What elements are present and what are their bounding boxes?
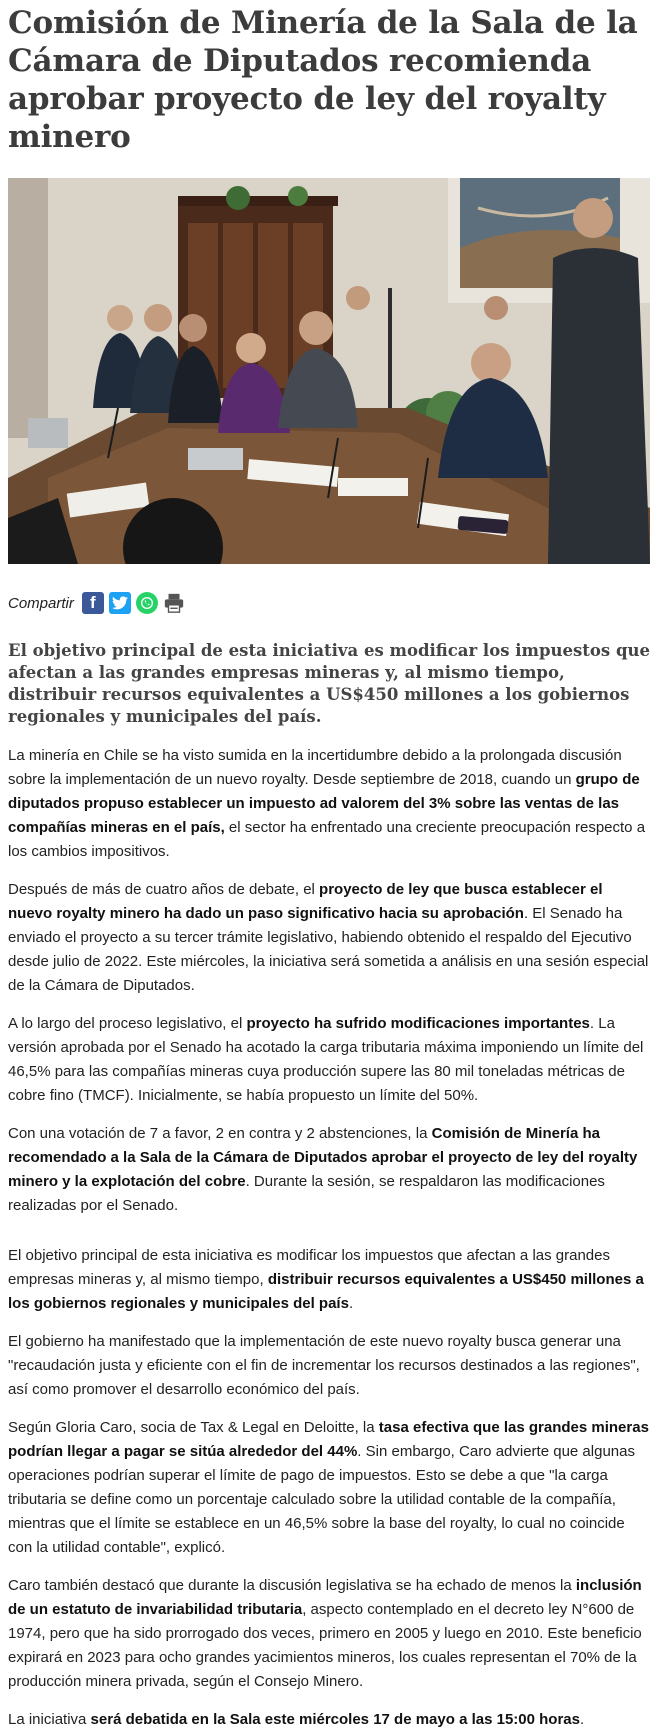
- article: [0, 4, 658, 1732]
- paragraph-text: Con una votación de 7 a favor, 2 en contra y 2 abstenciones, la: [8, 1125, 432, 1142]
- paragraph-bold: proyecto ha sufrido modificaciones importantes: [246, 1015, 590, 1032]
- paragraph-text: . El Senado ha enviado el proyecto a su tercer trámite legislativo, habiendo obtenido el respaldo del Ejecutivo desde julio de 2022. Este miércoles, la iniciativa será sometida a análisis en una sesión especial de la Cámara de Diputados.: [8, 905, 649, 994]
- paragraph-text: . La versión aprobada por el Senado ha acotado la carga tributaria máxima imponiendo un límite del 46,5% para las compañías mineras cuya producción supere las 80 mil toneladas métricas de cobre fino (TMCF). Inicialmente, se había propuesto un límite del 50%.: [8, 1015, 644, 1104]
- paragraph: [8, 1122, 650, 1218]
- paragraph-bold: será debatida en la Sala este miércoles 17 de mayo a las 15:00 horas: [90, 1711, 580, 1728]
- share-bar: [8, 590, 650, 616]
- paragraph: [8, 1416, 650, 1560]
- paragraph: [8, 744, 650, 864]
- paragraph-bold: Comisión de Minería ha recomendado a la Sala de la Cámara de Diputados aprobar el proyecto de ley del royalty minero y la explotación del cobre: [8, 1125, 638, 1190]
- whatsapp-icon[interactable]: [136, 592, 158, 614]
- paragraph-text: Según Gloria Caro, socia de Tax & Legal en Deloitte, la: [8, 1419, 379, 1436]
- paragraph-text: . Sin embargo, Caro advierte que algunas operaciones podrían superar el límite de pago de impuestos. Esto se debe a que "la carga tributaria se define como un porcentaje calculado sobre la utilidad contable de la compañía, mientras que el límite se establece en un 46,5% sobre la base del royalty, lo cual no coincide con la utilidad contable", explicó.: [8, 1443, 635, 1556]
- print-icon[interactable]: [163, 592, 185, 614]
- paragraph-text: el sector ha enfrentado una creciente preocupación respecto a los cambios impositivos.: [8, 819, 646, 860]
- paragraph-text: La iniciativa: [8, 1711, 91, 1728]
- paragraph-bold: tasa efectiva que las grandes mineras podrían llegar a pagar se sitúa alrededor del 44%: [8, 1419, 649, 1460]
- paragraph-text: A lo largo del proceso legislativo, el: [8, 1015, 247, 1032]
- article-lead: El objetivo principal de esta iniciativa es modificar los impuestos que afectan a las grandes empresas mineras y, al mismo tiempo, distribuir recursos equivalentes a US$450 millones a los gobiernos regionales y municipales del país.: [8, 641, 650, 726]
- paragraph-text: El gobierno ha manifestado que la implementación de este nuevo royalty busca generar una "recaudación justa y eficiente con el fin de incrementar los recursos destinados a las regiones", así como promover el desarrollo económico del país.: [8, 1333, 640, 1398]
- paragraph-text: Después de más de cuatro años de debate, el: [8, 881, 320, 898]
- paragraph: [8, 1012, 650, 1108]
- share-label: Compartir: [8, 594, 74, 612]
- paragraph-text: , aspecto contemplado en el decreto ley N°600 de 1974, pero que ha sido prorrogado dos veces, primero en 2005 y luego en 2010. Este beneficio expirará en 2023 para ocho grandes yacimientos mineros, los cuales representan el 70% de la producción minera privada, según el Consejo Minero.: [8, 1601, 642, 1690]
- paragraph-text: Caro también destacó que durante la discusión legislativa se ha echado de menos la: [8, 1577, 576, 1594]
- paragraph-bold: inclusión de un estatuto de invariabilidad tributaria: [8, 1577, 642, 1618]
- paragraph-bold: proyecto de ley que busca establecer el nuevo royalty minero ha dado un paso significativo hacia su aprobación: [8, 881, 603, 922]
- paragraph-bold: grupo de diputados propuso establecer un impuesto ad valorem del 3% sobre las ventas de las compañías mineras en el país,: [8, 771, 640, 836]
- paragraph-text: .: [348, 1295, 354, 1312]
- paragraph-text: La minería en Chile se ha visto sumida en la incertidumbre debido a la prolongada discusión sobre la implementación de un nuevo royalty. Desde septiembre de 2018, cuando un: [8, 747, 622, 788]
- paragraph: [8, 1330, 650, 1402]
- paragraph: [8, 1574, 650, 1694]
- paragraph: [8, 1708, 650, 1732]
- paragraph-text: . Durante la sesión, se respaldaron las modificaciones realizadas por el Senado.: [8, 1173, 605, 1214]
- paragraph-text: El objetivo principal de esta iniciativa es modificar los impuestos que afectan a las grandes empresas mineras y, al mismo tiempo,: [8, 1247, 610, 1288]
- facebook-icon[interactable]: f: [82, 592, 104, 614]
- article-photo: [8, 178, 650, 564]
- paragraph: [8, 1244, 650, 1316]
- photo-committee-session: [8, 178, 650, 564]
- paragraph-text: .: [579, 1711, 585, 1728]
- article-title: Comisión de Minería de la Sala de la Cámara de Diputados recomienda aprobar proyecto de ley del royalty minero: [8, 5, 638, 155]
- paragraph-bold: distribuir recursos equivalentes a US$450 millones a los gobiernos regionales y municipales del país: [8, 1271, 644, 1312]
- paragraph: [8, 878, 650, 998]
- twitter-icon[interactable]: [109, 592, 131, 614]
